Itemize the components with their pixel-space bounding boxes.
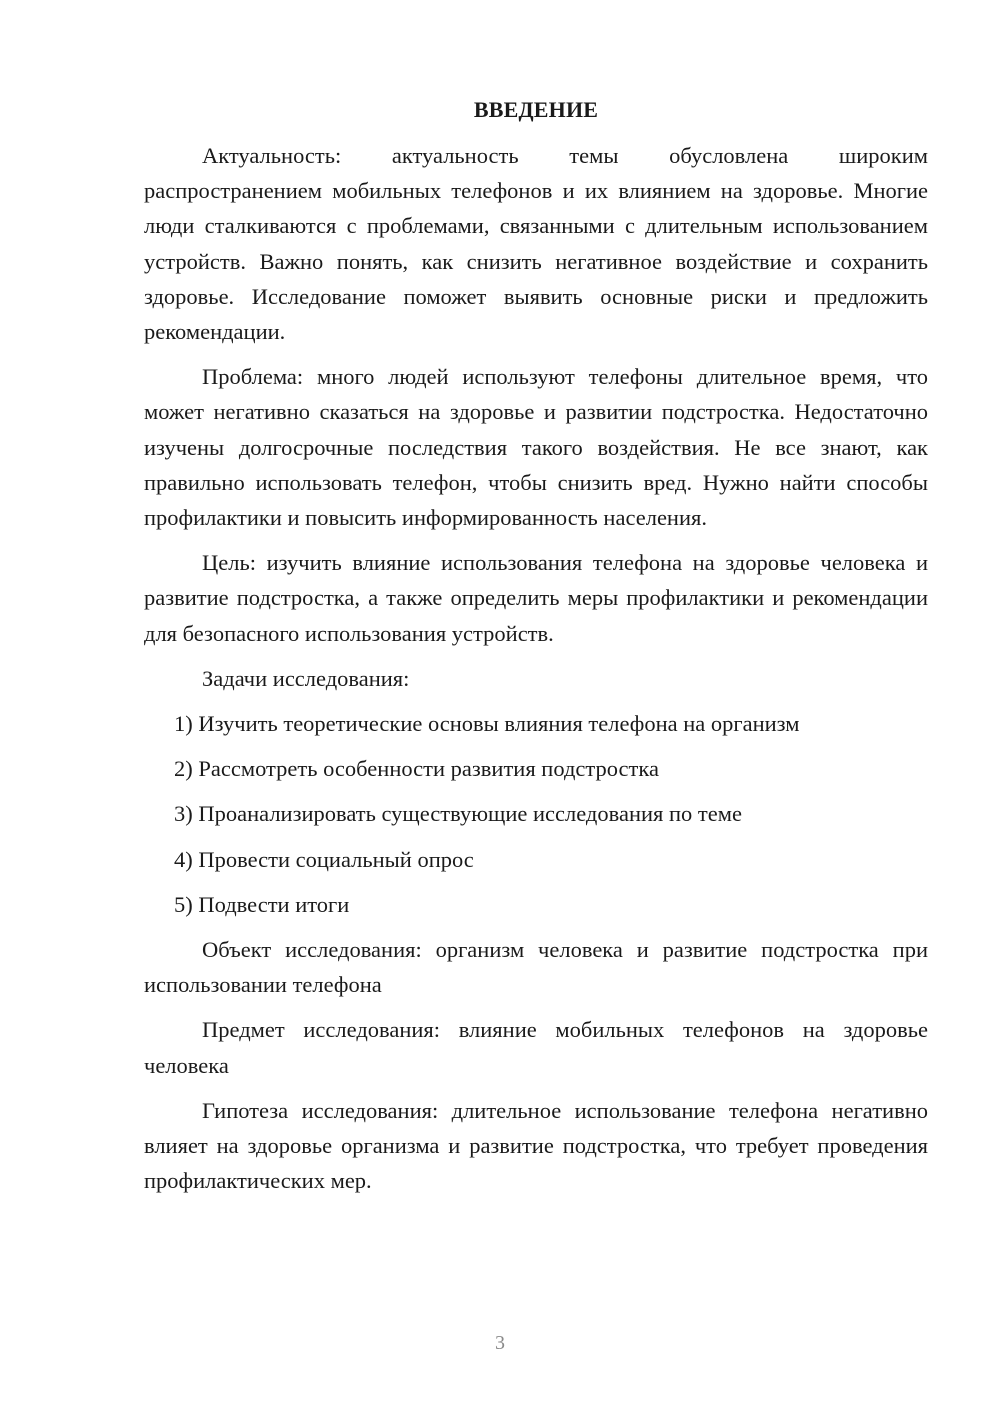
paragraph-hypothesis: Гипотеза исследования: длительное использование телефона негативно влияет на здоровье организма и развитие подстростка, что требует проведения профилактических мер.: [144, 1097, 928, 1194]
paragraph-object: Объект исследования: организм человека и развитие подстростка при использовании телефона: [144, 937, 928, 998]
tasks-heading: Задачи исследования:: [202, 665, 410, 691]
task-item-4: 4) Провести социальный опрос: [174, 846, 474, 872]
task-item-2: 2) Рассмотреть особенности развития подстростка: [174, 756, 659, 782]
paragraph-problem: Проблема: много людей используют телефоны длительное время, что может негативно сказаться на здоровье и развитии подстростка. Недостаточно изучены долгосрочные последствия такого воздействия. Не все знают, как правильно использовать телефон, чтобы снизить вред. Нужно найти способы профилактики и повысить информированность населения.: [144, 364, 928, 531]
document-page: [144, 94, 928, 1208]
task-item-3: 3) Проанализировать существующие исследования по теме: [174, 801, 742, 827]
paragraph-goal: Цель: изучить влияние использования телефона на здоровье человека и развитие подстростка, а также определить меры профилактики и рекомендации для безопасного использования устройств.: [144, 550, 928, 646]
paragraph-relevance: Актуальность: актуальность темы обусловлена широким распространением мобильных телефонов и их влиянием на здоровье. Многие люди сталкиваются с проблемами, связанными с длительным использованием устройств. Важно понять, как снизить негативное воздействие и сохранить здоровье. Исследование поможет выявить основные риски и предложить рекомендации.: [144, 143, 928, 345]
task-item-1: 1) Изучить теоретические основы влияния телефона на организм: [174, 711, 800, 737]
section-title: ВВЕДЕНИЕ: [473, 97, 599, 122]
page-number: 3: [495, 1332, 505, 1354]
paragraph-subject: Предмет исследования: влияние мобильных телефонов на здоровье человека: [144, 1017, 928, 1078]
task-item-5: 5) Подвести итоги: [174, 891, 350, 917]
